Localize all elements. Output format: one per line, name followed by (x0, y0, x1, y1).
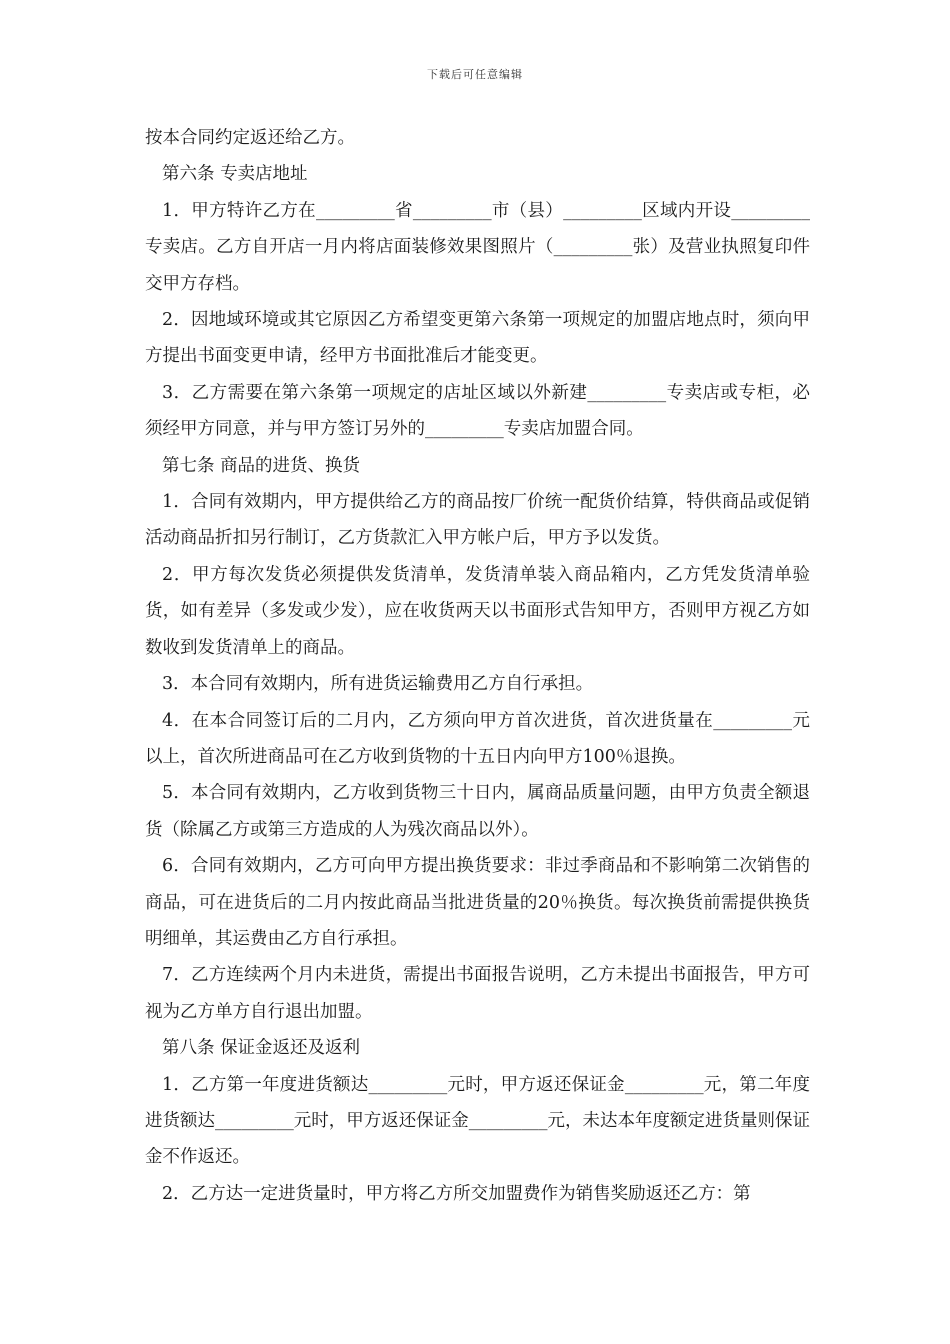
paragraph: 4．在本合同签订后的二月内，乙方须向甲方首次进货，首次进货量在_________元以上，首次所进商品可在乙方收到货物的十五日内向甲方100％退换。 (145, 710, 810, 767)
section-heading-8: 第八条 保证金返还及返利 (162, 1038, 361, 1059)
paragraph: 2．乙方达一定进货量时，甲方将乙方所交加盟费作为销售奖励返还乙方：第 (162, 1183, 751, 1204)
paragraph: 3．本合同有效期内，所有进货运输费用乙方自行承担。 (162, 674, 594, 695)
section-heading-6: 第六条 专卖店地址 (162, 164, 308, 185)
paragraph: 2．因地域环境或其它原因乙方希望变更第六条第一项规定的加盟店地点时，须向甲方提出书面变更申请，经甲方书面批准后才能变更。 (145, 310, 810, 367)
paragraph: 3．乙方需要在第六条第一项规定的店址区域以外新建_________专卖店或专柜，必须经甲方同意，并与甲方签订另外的_________专卖店加盟合同。 (145, 382, 810, 440)
paragraph: 1．乙方第一年度进货额达_________元时，甲方返还保证金_________元，第二年度进货额达_________元时，甲方返还保证金_________元，未达本年度额定进货量则保证金不作返还。 (145, 1074, 810, 1168)
paragraph: 按本合同约定返还给乙方。 (145, 128, 355, 148)
page-header-note: 下载后可任意编辑 (427, 68, 523, 81)
paragraph: 1．合同有效期内，甲方提供给乙方的商品按厂价统一配货价结算，特供商品或促销活动商品折扣另行制订，乙方货款汇入甲方帐户后，甲方予以发货。 (145, 492, 810, 549)
paragraph: 5．本合同有效期内，乙方收到货物三十日内，属商品质量问题，由甲方负责全额退货（除属乙方或第三方造成的人为残次商品以外）。 (145, 783, 810, 840)
paragraph: 2．甲方每次发货必须提供发货清单，发货清单装入商品箱内，乙方凭发货清单验货，如有差异（多发或少发），应在收货两天以书面形式告知甲方，否则甲方视乙方如数收到发货清单上的商品。 (145, 564, 810, 658)
section-heading-7: 第七条 商品的进货、换货 (162, 455, 361, 476)
paragraph: 7．乙方连续两个月内未进货，需提出书面报告说明，乙方未提出书面报告，甲方可视为乙方单方自行退出加盟。 (145, 965, 810, 1022)
paragraph: 1．甲方特许乙方在_________省_________市（县）_________区域内开设_________专卖店。乙方自开店一月内将店面装修效果图照片（_________张）及营业执照复印件交甲方存档。 (145, 200, 810, 294)
paragraph: 6．合同有效期内，乙方可向甲方提出换货要求：非过季商品和不影响第二次销售的商品，可在进货后的二月内按此商品当批进货量的20％换货。每次换货前需提供换货明细单，其运费由乙方自行承担。 (145, 856, 810, 949)
document-body (145, 120, 810, 1212)
